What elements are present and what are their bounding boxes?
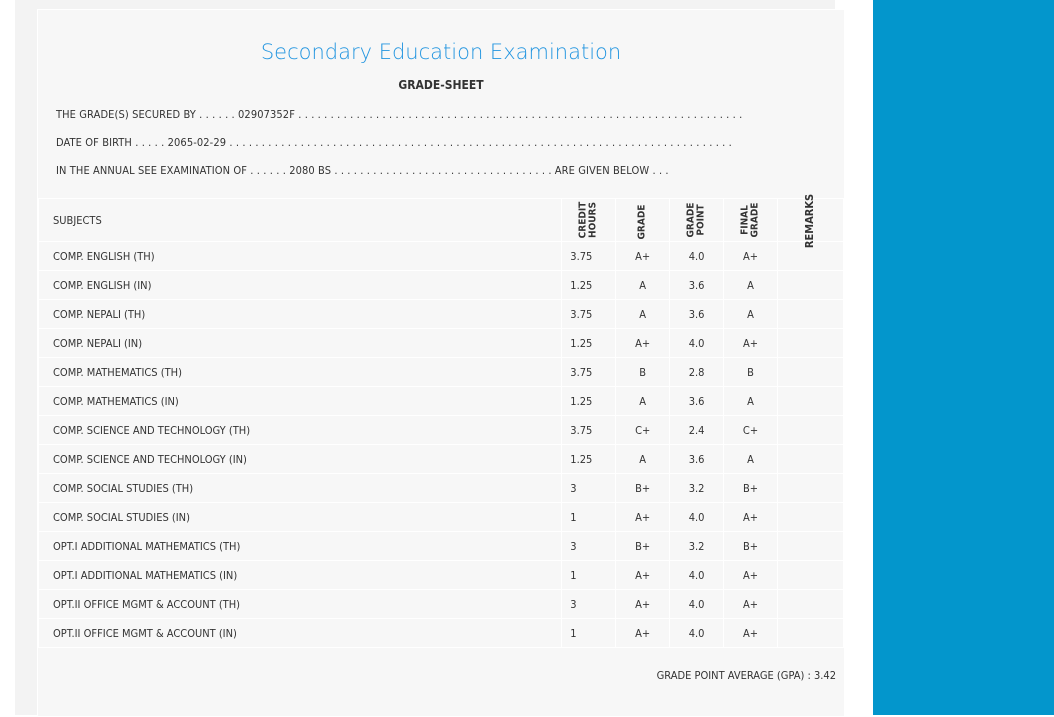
remarks-cell [777, 619, 843, 648]
credit-cell: 1.25 [562, 387, 616, 416]
grade-cell: A+ [616, 242, 670, 271]
credit-cell: 1.25 [562, 271, 616, 300]
grade-point-cell: 2.8 [670, 358, 724, 387]
table-row [39, 532, 844, 561]
subject-cell: COMP. MATHEMATICS (IN) [39, 387, 562, 416]
credit-cell: 1 [562, 561, 616, 590]
grade-point-cell: 4.0 [670, 329, 724, 358]
final-grade-cell: A+ [724, 619, 778, 648]
grade-point-cell: 3.6 [670, 271, 724, 300]
subject-cell: COMP. SOCIAL STUDIES (IN) [39, 503, 562, 532]
grade-cell: A+ [616, 619, 670, 648]
remarks-cell [777, 387, 843, 416]
subject-cell: COMP. ENGLISH (TH) [39, 242, 562, 271]
side-panel [873, 0, 1054, 715]
grade-point-cell: 4.0 [670, 590, 724, 619]
table-row [39, 503, 844, 532]
table-row [39, 271, 844, 300]
grade-point-cell: 4.0 [670, 619, 724, 648]
table-row [39, 300, 844, 329]
credit-cell: 1 [562, 503, 616, 532]
grade-cell: B+ [616, 474, 670, 503]
grade-cell: A+ [616, 503, 670, 532]
final-grade-cell: A+ [724, 561, 778, 590]
remarks-cell [777, 590, 843, 619]
grade-cell: A [616, 387, 670, 416]
grade-point-cell: 2.4 [670, 416, 724, 445]
header-final-grade: FINAL GRADE [724, 199, 778, 242]
credit-cell: 3.75 [562, 358, 616, 387]
gradesheet-panel [15, 0, 835, 715]
table-row [39, 387, 844, 416]
grade-point-cell: 3.2 [670, 474, 724, 503]
header-remarks: REMARKS [777, 199, 843, 242]
table-row [39, 329, 844, 358]
final-grade-cell: A [724, 271, 778, 300]
final-grade-cell: A [724, 300, 778, 329]
subject-cell: COMP. SOCIAL STUDIES (TH) [39, 474, 562, 503]
credit-cell: 3 [562, 474, 616, 503]
credit-cell: 3 [562, 532, 616, 561]
subject-cell: OPT.I ADDITIONAL MATHEMATICS (TH) [39, 532, 562, 561]
exam-line: IN THE ANNUAL SEE EXAMINATION OF . . . . . . 2080 BS . . . . . . . . . . . . . . . . . . . . . . . . . . . . . . . . . . ARE GIVEN BELOW . . . [56, 164, 669, 177]
table-row [39, 474, 844, 503]
subject-cell: COMP. NEPALI (IN) [39, 329, 562, 358]
credit-cell: 1.25 [562, 329, 616, 358]
grade-cell: C+ [616, 416, 670, 445]
dob-line: DATE OF BIRTH . . . . . 2065-02-29 . . . . . . . . . . . . . . . . . . . . . . . . . . . . . . . . . . . . . . . . . . . . . . . . . . . . . . . . . . . . . . . . . . . . . . . . . . . . . . [56, 136, 732, 149]
header-grade-point: GRADE POINT [670, 199, 724, 242]
grade-point-cell: 3.6 [670, 300, 724, 329]
grade-point-cell: 4.0 [670, 561, 724, 590]
header-credit-hours: CREDIT HOURS [562, 199, 616, 242]
table-row [39, 619, 844, 648]
grade-cell: B [616, 358, 670, 387]
final-grade-cell: C+ [724, 416, 778, 445]
grade-point-cell: 3.6 [670, 387, 724, 416]
final-grade-cell: A [724, 445, 778, 474]
exam-title: Secondary Education Examination [260, 40, 622, 64]
grades-table [38, 193, 844, 648]
credit-cell: 1.25 [562, 445, 616, 474]
remarks-cell [777, 329, 843, 358]
table-row [39, 416, 844, 445]
subject-cell: OPT.II OFFICE MGMT & ACCOUNT (TH) [39, 590, 562, 619]
table-row [39, 445, 844, 474]
credit-cell: 3 [562, 590, 616, 619]
secured-by-line: THE GRADE(S) SECURED BY . . . . . . 02907352F . . . . . . . . . . . . . . . . . . . . . . . . . . . . . . . . . . . . . . . . . . . . . . . . . . . . . . . . . . . . . . . . . . . . . [56, 108, 743, 121]
credit-cell: 3.75 [562, 300, 616, 329]
final-grade-cell: A [724, 387, 778, 416]
remarks-cell [777, 271, 843, 300]
table-row [39, 242, 844, 271]
final-grade-cell: A+ [724, 503, 778, 532]
header-subjects: SUBJECTS [39, 199, 562, 242]
grade-point-cell: 3.6 [670, 445, 724, 474]
table-header [39, 199, 844, 242]
remarks-cell [777, 532, 843, 561]
grade-cell: A+ [616, 329, 670, 358]
table-row [39, 358, 844, 387]
subject-cell: OPT.II OFFICE MGMT & ACCOUNT (IN) [39, 619, 562, 648]
credit-cell: 1 [562, 619, 616, 648]
gradesheet-card [37, 9, 845, 717]
remarks-cell [777, 416, 843, 445]
final-grade-cell: A+ [724, 590, 778, 619]
grade-cell: A [616, 271, 670, 300]
final-grade-cell: A+ [724, 242, 778, 271]
grade-point-cell: 4.0 [670, 503, 724, 532]
grade-cell: A [616, 445, 670, 474]
credit-cell: 3.75 [562, 416, 616, 445]
grade-cell: A+ [616, 561, 670, 590]
remarks-cell [777, 358, 843, 387]
final-grade-cell: A+ [724, 329, 778, 358]
final-grade-cell: B [724, 358, 778, 387]
remarks-cell [777, 503, 843, 532]
grade-point-cell: 4.0 [670, 242, 724, 271]
grade-cell: A [616, 300, 670, 329]
subject-cell: COMP. NEPALI (TH) [39, 300, 562, 329]
final-grade-cell: B+ [724, 532, 778, 561]
gpa-summary: GRADE POINT AVERAGE (GPA) : 3.42 [656, 669, 836, 682]
subject-cell: OPT.I ADDITIONAL MATHEMATICS (IN) [39, 561, 562, 590]
remarks-cell [777, 561, 843, 590]
subject-cell: COMP. SCIENCE AND TECHNOLOGY (TH) [39, 416, 562, 445]
subject-cell: COMP. MATHEMATICS (TH) [39, 358, 562, 387]
remarks-cell [777, 474, 843, 503]
table-row [39, 561, 844, 590]
grade-cell: A+ [616, 590, 670, 619]
final-grade-cell: B+ [724, 474, 778, 503]
gradesheet-subtitle: GRADE-SHEET [398, 78, 484, 92]
remarks-cell [777, 445, 843, 474]
remarks-cell [777, 300, 843, 329]
grade-point-cell: 3.2 [670, 532, 724, 561]
subject-cell: COMP. ENGLISH (IN) [39, 271, 562, 300]
credit-cell: 3.75 [562, 242, 616, 271]
table-row [39, 590, 844, 619]
grade-cell: B+ [616, 532, 670, 561]
header-grade: GRADE [616, 199, 670, 242]
subject-cell: COMP. SCIENCE AND TECHNOLOGY (IN) [39, 445, 562, 474]
